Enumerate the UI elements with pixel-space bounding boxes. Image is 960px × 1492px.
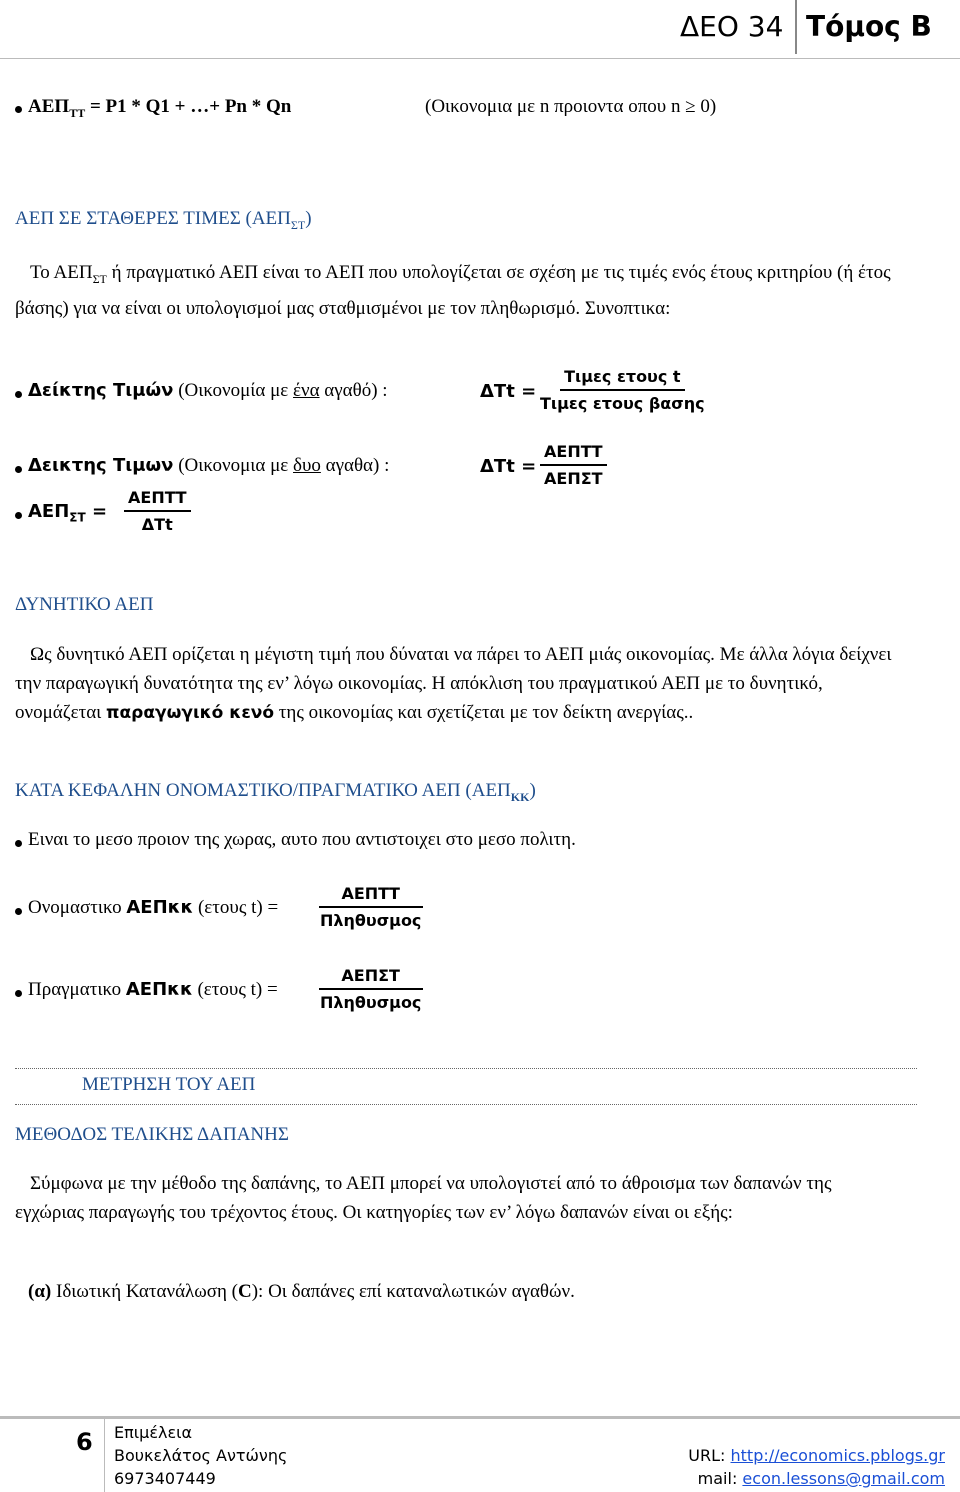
price-index-1 [28, 380, 388, 402]
price-index-2-desc-u: δυο [293, 455, 321, 476]
header-volume: Τόμος Β [806, 10, 932, 43]
price-index-1-fraction [536, 367, 709, 413]
constant-p1-rest: ή πραγματικό ΑΕΠ είναι το ΑΕΠ που υπολογίζεται σε σχέση με τις τιμές ενός έτους κριτηρίου (ή έτος βάσης) για να είναι οι υπολογισμοί μας σταθμισμένοι με τον πληθωρισμό. Συνοπτικα: [15, 262, 891, 319]
bullet-icon [15, 466, 22, 473]
real-gdp-lhs [28, 501, 107, 525]
real-gdp-eq: = [85, 501, 108, 522]
gdp-formula-rhs: = P1 * Q1 + …+ Pn * Qn [85, 96, 292, 117]
per-capita-title-sub: ΚΚ [510, 789, 530, 804]
bullet-icon [15, 840, 22, 847]
fraction-denominator: Πληθυσμος [320, 993, 422, 1012]
section-title-end: ) [305, 208, 312, 229]
real-per-capita [28, 979, 278, 1001]
fraction-numerator: Τιμες ετους t [560, 367, 685, 391]
real-gdp-lhs-sub: ΣΤ [69, 510, 86, 525]
price-index-2-fraction [540, 442, 607, 488]
potential-p1-end: της οικονομίας και σχετίζεται με τον δείκτη ανεργίας.. [274, 702, 694, 723]
footer-credits [114, 1421, 287, 1490]
real-fraction [316, 966, 425, 1012]
fraction-denominator: Τιμες ετους βασης [540, 394, 705, 413]
fraction-numerator: ΑΕΠΤΤ [319, 884, 423, 908]
constant-p1-sub: ΣΤ [92, 271, 107, 286]
price-index-1-desc-end: αγαθό) : [319, 380, 388, 401]
fraction-numerator: ΑΕΠΤΤ [124, 488, 191, 512]
real-pre: Πραγματικο [28, 979, 126, 1000]
price-index-1-lhs: ΔTt = [480, 381, 537, 402]
dotted-rule [15, 1068, 917, 1069]
footer-url-label: URL: [688, 1446, 731, 1465]
price-index-2-label: Δεικτης Τιμων [28, 455, 174, 476]
footer-mail-label: mail: [697, 1469, 743, 1488]
constant-paragraph [15, 258, 900, 323]
per-capita-title-text: ΚΑΤΑ ΚΕΦΑΛΗΝ ΟΝΟΜΑΣΤΙΚΟ/ΠΡΑΓΜΑΤΙΚΟ ΑΕΠ (ΑΕΠ [15, 780, 511, 801]
dotted-rule [15, 1104, 917, 1105]
nominal-post: (ετους t) = [193, 897, 279, 918]
price-index-2-desc: (Οικονομια με [173, 455, 294, 476]
potential-p1-bold: παραγωγικό κενό [106, 703, 275, 723]
gdp-formula-note: (Οικονομια με n προιοντα οπου n ≥ 0) [425, 96, 717, 117]
section-title-per-capita [15, 780, 536, 805]
per-capita-bullet: Ειναι το μεσο προιον της χωρας, αυτο που αντιστοιχει στο μεσο πολιτη. [28, 829, 576, 850]
price-index-2-lhs: ΔTt = [480, 456, 537, 477]
measurement-title: ΜΕΤΡΗΣΗ ΤΟΥ ΑΕΠ [82, 1074, 256, 1095]
price-index-1-desc: (Οικονομία με [173, 380, 294, 401]
gdp-formula [28, 96, 291, 121]
real-gdp-lhs-text: ΑΕΠ [28, 501, 70, 522]
measurement-paragraph: Σύμφωνα με την μέθοδο της δαπάνης, το ΑΕΠ μπορεί να υπολογιστεί από το άθροισμα των δαπανών της εγχώριας παραγωγής του τρέχοντος έτους. Οι κατηγορίες των εν’ λόγω δαπανών είναι οι εξής: [15, 1173, 832, 1223]
bullet-icon [15, 990, 22, 997]
price-index-2-desc-end: αγαθα) : [320, 455, 390, 476]
nominal-fraction [316, 884, 425, 930]
footer-url-link[interactable]: http://economics.pblogs.gr [730, 1446, 945, 1465]
item-a-label: (α) [28, 1281, 52, 1302]
section-title-constant [15, 208, 312, 233]
footer-editor-name: Βουκελάτος Αντώνης [114, 1446, 288, 1465]
price-index-1-desc-u: ένα [293, 380, 320, 401]
potential-p1: Ως δυνητικό ΑΕΠ ορίζεται η μέγιστη τιμή που δύναται να πάρει το ΑΕΠ μιάς οικονομίας. Με άλλα λόγια δείχνει την παραγωγική δυνατότητα της εν’ λόγω οικονομίας. Η απόκλιση του πραγματικού ΑΕΠ με το δυνητικό, ονομάζεται [15, 644, 892, 723]
footer-phone: 6973407449 [114, 1469, 216, 1488]
fraction-denominator: Πληθυσμος [320, 911, 422, 930]
fraction-numerator: ΑΕΠΣΤ [319, 966, 423, 990]
method-title: ΜΕΘΟΔΟΣ ΤΕΛΙΚΗΣ ΔΑΠΑΝΗΣ [15, 1124, 289, 1145]
price-index-1-label: Δείκτης Τιμών [28, 380, 174, 401]
bullet-icon [15, 908, 22, 915]
fraction-numerator: ΑΕΠΤΤ [540, 442, 607, 466]
footer-contact [688, 1444, 945, 1490]
page-number: 6 [76, 1428, 93, 1456]
constant-p1: Το ΑΕΠ [30, 262, 93, 283]
item-a [28, 1281, 575, 1303]
potential-paragraph [15, 640, 900, 728]
fraction-denominator: ΑΕΠΣΤ [544, 469, 603, 488]
per-capita-title-end: ) [529, 780, 536, 801]
bullet-icon [15, 512, 22, 519]
bullet-icon [15, 391, 22, 398]
item-a-end: ): Οι δαπάνες επί καταναλωτικών αγαθών. [251, 1281, 575, 1302]
footer-rule [0, 1416, 960, 1419]
gdp-formula-sub: ΤΤ [69, 105, 86, 120]
section-title-text: ΑΕΠ ΣΕ ΣΤΑΘΕΡΕΣ ΤΙΜΕΣ (ΑΕΠ [15, 208, 291, 229]
gdp-formula-lhs: ΑΕΠ [28, 96, 70, 117]
real-post: (ετους t) = [192, 979, 278, 1000]
header-code: ΔΕΟ 34 [680, 10, 784, 43]
real-gdp-fraction [124, 488, 191, 534]
fraction-denominator: ΔTt [141, 515, 173, 534]
header-divider [795, 0, 797, 54]
nominal-per-capita [28, 897, 278, 919]
header-rule [0, 58, 960, 59]
bullet-icon [15, 106, 22, 113]
nominal-pre: Ονομαστικο [28, 897, 127, 918]
item-a-c: C [238, 1281, 252, 1302]
real-bold: ΑΕΠκκ [125, 979, 193, 1000]
nominal-bold: ΑΕΠκκ [126, 897, 194, 918]
price-index-2 [28, 455, 389, 477]
footer-editor-label: Επιμέλεια [114, 1423, 193, 1442]
section-title-potential: ΔΥΝΗΤΙΚΟ ΑΕΠ [15, 594, 154, 615]
item-a-text: Ιδιωτική Κατανάλωση ( [51, 1281, 238, 1302]
footer-mail-link[interactable]: econ.lessons@gmail.com [742, 1469, 945, 1488]
footer-divider [104, 1418, 105, 1492]
section-title-sub: ΣΤ [290, 217, 306, 232]
